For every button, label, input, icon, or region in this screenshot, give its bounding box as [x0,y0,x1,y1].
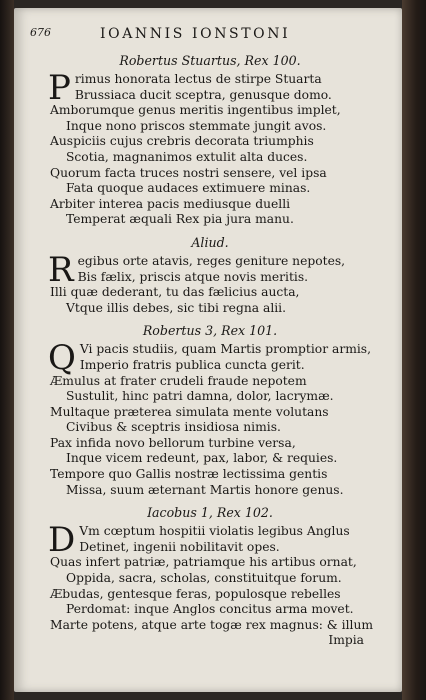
drop-initial: P [48,68,71,108]
verse-line: Fata quoque audaces extimuere minas. [66,181,311,196]
verse-line: Æmulus at frater crudeli fraude nepotem [50,373,307,388]
book-page-edge [402,0,426,700]
verse-line: Bis fælix, priscis atque novis meritis. [77,269,309,284]
verse-line: Quas infert patriæ, patriamque his artibus ornat, [50,555,357,570]
verse-line: Vm cœptum hospitii violatis legibus Anglus [79,524,350,539]
verse-line: Oppida, sacra, scholas, constituitque forum. [66,571,342,586]
verse-line: Auspiciis cujus crebris decorata triumphis [50,134,314,149]
poem-block [48,520,374,633]
catchword: Impia [328,633,364,648]
verse-line: Scotia, magnanimos extulit alta duces. [66,149,308,164]
verse-line: Temperat æquali Rex pia jura manu. [66,212,294,227]
poem-block [48,249,370,316]
drop-initial: D [48,520,76,561]
verse-line: Missa, suum æternant Martis honore genus. [66,482,344,497]
verse-line: Perdomat: inque Anglos concitus arma movet. [66,602,354,617]
section-title: Aliud. [191,234,229,250]
section-title: Robertus Stuartus, Rex 100. [119,53,301,68]
poem-block [48,68,370,228]
verse-line: Tempore quo Gallis nostræ lectissima gentis [50,467,328,482]
verse-line: Arbiter interea pacis mediusque duelli [50,196,291,211]
section-title: Robertus 3, Rex 101. [142,323,278,339]
verse-line: Sustulit, hinc patri damna, dolor, lacrymæ. [66,389,334,404]
verse-line: Quorum facta truces nostri sensere, vel ipsa [50,165,327,180]
verse-line: Vtque illis debes, sic tibi regna alii. [66,300,287,315]
verse-line: Pax infida novo bellorum turbine versa, [50,435,296,450]
verse-line: Imperio fratris publica cuncta gerit. [79,357,305,372]
verse-line: rimus honorata lectus de stirpe Stuarta [74,72,322,86]
verse-line: Amborumque genus meritis ingentibus implet, [50,103,341,118]
verse-line: Detinet, ingenii nobilitavit opes. [79,539,280,554]
running-title: IOANNIS IONSTONI [100,26,291,42]
poem-block [48,338,372,498]
verse-line: Inque vicem redeunt, pax, labor, & requies. [66,451,338,466]
section-title: Iacobus 1, Rex 102. [147,505,273,521]
drop-initial: Q [48,338,76,379]
verse-line: Civibus & sceptris insidiosa nimis. [66,420,281,435]
verse-line: Æbudas, gentesque feras, populosque rebelles [50,586,341,601]
verse-line: Brussiaca ducit sceptra, genusque domo. [74,87,332,102]
drop-initial: R [48,249,74,290]
verse-line: Vi pacis studiis, quam Martis promptior armis, [79,342,372,357]
verse-line: Marte potens, atque arte togæ rex magnus: & illum [50,617,374,632]
verse-line: Inque nono priscos stemmate jungit avos. [66,118,327,133]
page-text [48,52,374,649]
page-number: 676 [30,26,51,39]
verse-line: egibus orte atavis, reges geniture nepotes, [77,253,346,268]
page-header [30,26,390,46]
verse-line: Multaque præterea simulata mente volutans [50,404,329,419]
book-gutter-shadow [0,0,14,700]
verse-line: Illi quæ dederant, tu das fælicius aucta, [50,285,300,300]
